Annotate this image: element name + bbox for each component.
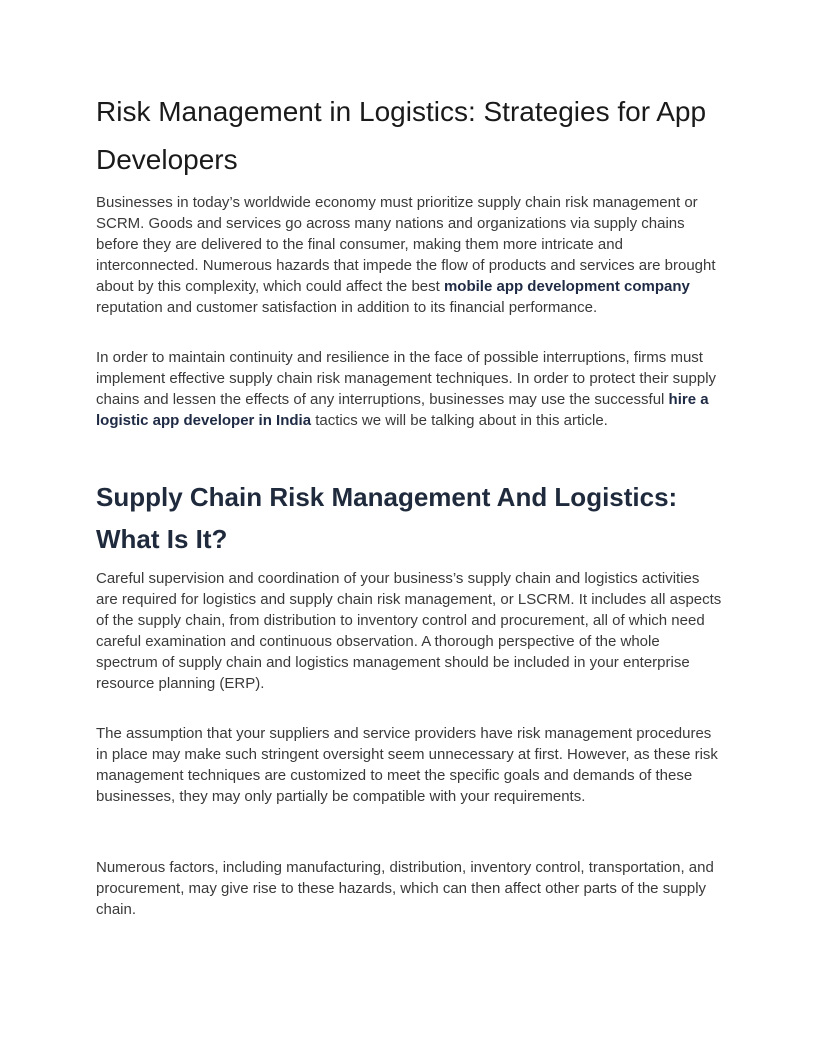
- section-heading: Supply Chain Risk Management And Logistics: What Is It?: [96, 482, 678, 554]
- section-paragraph-2: The assumption that your suppliers and service providers have risk management procedures in place may make such stringent oversight seem unnecessary at first. However, as these risk management techniques are customized to meet the specific goals and demands of these businesses, they may only partially be compatible with your requirements.: [96, 725, 718, 805]
- section-paragraph-1: Careful supervision and coordination of your business’s supply chain and logistics activities are required for logistics and supply chain risk management, or LSCRM. It includes all aspects of the supply chain, from distribution to inventory control and procurement, all of which need careful examination and continuous observation. A thorough perspective of the whole spectrum of supply chain and logistics management should be included in your enterprise resource planning (ERP).: [96, 570, 722, 692]
- intro-paragraph-2-text-end: tactics we will be talking about in this article.: [311, 412, 608, 429]
- section-paragraph-3: Numerous factors, including manufacturing, distribution, inventory control, transportation, and procurement, may give rise to these hazards, which can then affect other parts of the supply chain.: [96, 859, 714, 918]
- page-title: Risk Management in Logistics: Strategies for App Developers: [96, 96, 707, 175]
- mobile-app-development-company-link[interactable]: mobile app development company: [443, 278, 690, 295]
- intro-paragraph-1-text-end: reputation and customer satisfaction in addition to its financial performance.: [96, 299, 598, 316]
- intro-paragraph-1-text-start: Businesses in today’s worldwide economy must prioritize supply chain risk management or SCRM. Goods and services go across many nations and organizations via supply chains before they are delivered to the final consumer, making them more intricate and interconnected. Numerous hazards that impede the flow of products and services are brought about by this complexity, which could affect the best: [96, 194, 716, 295]
- intro-paragraph-2-text-start: In order to maintain continuity and resilience in the face of possible interruptions, firms must implement effective supply chain risk management techniques. In order to protect their supply chains and lessen the effects of any interruptions, businesses may use the successful: [96, 349, 717, 408]
- intro-paragraph-2: [96, 347, 722, 431]
- intro-paragraph-1: [96, 192, 722, 318]
- hire-logistic-app-developer-link[interactable]: hire a logistic app developer in India: [96, 391, 709, 429]
